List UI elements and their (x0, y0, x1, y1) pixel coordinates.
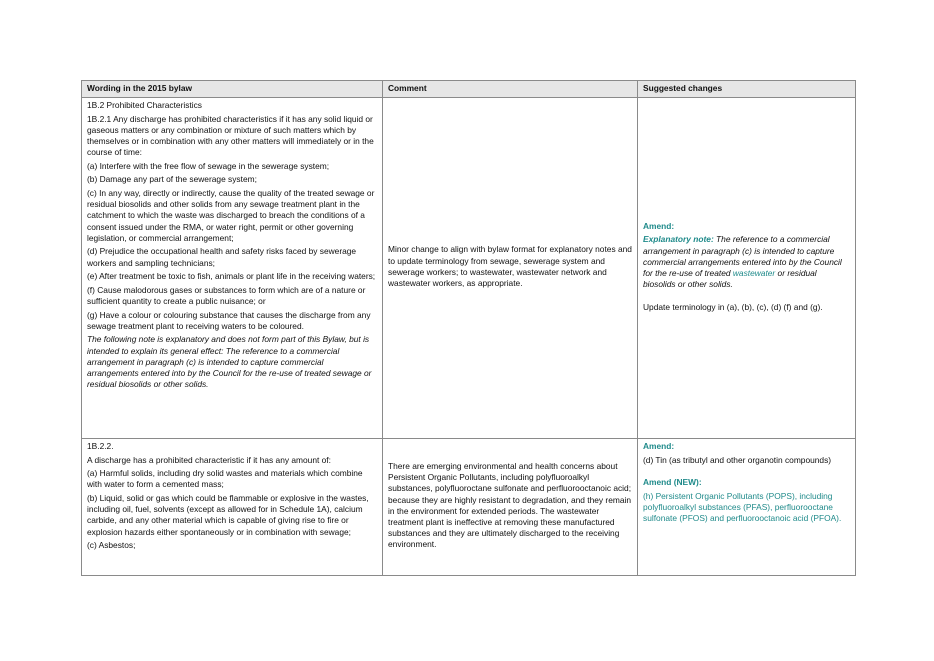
list-item: (f) Cause malodorous gases or substances to form which are of a nature or sufficient quantity to create a public nuisance; or (87, 284, 366, 306)
list-item: (c) Asbestos; (87, 540, 136, 551)
document-page (81, 80, 855, 576)
section-intro: 1B.2.1 Any discharge has prohibited characteristics if it has any solid liquid or gaseous matters or any combination or mixture of such matters which by themselves or in combination with any other matters will immediately or in the course of time: (87, 113, 374, 158)
table-row (82, 98, 856, 439)
row2-wording-cell (82, 439, 383, 576)
amend-new-text: (h) Persistent Organic Pollutants (POPS), including polyfluoroalkyl substances (PFAS), perfluorooctane sulfonate (PFOS) and perfluorooctanoic acid (PFOA). (643, 490, 842, 524)
list-item: (a) Harmful solids, including dry solid wastes and materials which combine with water to form a cemented mass; (87, 468, 363, 490)
section-title: 1B.2.2. (87, 441, 114, 451)
table-row (82, 439, 856, 576)
amend-new-label: Amend (NEW): (643, 477, 702, 488)
row2-suggested-cell (638, 439, 856, 576)
row1-suggested-cell (638, 98, 856, 439)
comment-text: Minor change to align with bylaw format for explanatory notes and to update terminology from sewage, sewerage system and sewerage workers; to wastewater, wastewater network and wastewater workers, as appropriate. (388, 244, 632, 288)
suggested-explanatory-note (643, 234, 850, 290)
table-header-row (82, 81, 856, 98)
explanatory-note: The following note is explanatory and does not form part of this Bylaw, but is intended to explain its general effect: The reference to a commercial arrangement in paragraph (c) is intended to capture commercial arrangements entered into by the Council for the re-use of treated sewage or residual biosolids or other solids. (87, 334, 372, 390)
row1-wording-cell (82, 98, 383, 439)
terminology-update: Update terminology in (a), (b), (c), (d) (f) and (g). (643, 301, 823, 312)
list-item: (g) Have a colour or colouring substance that causes the discharge from any sewage treatment plant to receiving waters to be coloured. (87, 309, 371, 331)
section-title: 1B.2 Prohibited Characteristics (87, 100, 202, 110)
list-item: (d) Prejudice the occupational health and safety risks faced by sewerage workers and sampling technicians; (87, 246, 357, 268)
list-item: (a) Interfere with the free flow of sewage in the sewerage system; (87, 160, 330, 171)
bylaw-comparison-table (81, 80, 856, 576)
list-item: (e) After treatment be toxic to fish, animals or plant life in the receiving waters; (87, 271, 376, 282)
header-comment: Comment (383, 81, 638, 98)
explanatory-note-label: Explanatory note: (643, 234, 714, 245)
amend-text: (d) Tin (as tributyl and other organotin compounds) (643, 454, 832, 465)
amend-label: Amend: (643, 220, 675, 231)
comment-text: There are emerging environmental and health concerns about Persistent Organic Pollutants, including polyfluoroalkyl substances, polyfluoroctane sulfonate and perfluorooctanoic acid; because they are highly resistant to degradation, and they remain in the environment for extended periods. The wastewater treatment plant is ineffective at removing these manufactured substances and they are ultimately discharged to the receiving environment. (388, 460, 632, 550)
row2-comment-cell (383, 439, 638, 576)
list-item: (b) Liquid, solid or gas which could be flammable or explosive in the wastes, including oil, fuel, solvents (except as allowed for in Schedule 1A), calcium carbide, and any other material which is capable of giving rise to fire or explosion hazards either spontaneously or in combination with sewage; (87, 492, 369, 537)
list-item: (c) In any way, directly or indirectly, cause the quality of the treated sewage or residual biosolids and other solids from any sewage treatment plant in the catchment to which the waste was discharged to breach the conditions of a consent issued under the RMA, or water right, permit or other governing legislation, or commercial arrangement; (87, 187, 375, 243)
note-highlight: wastewater (732, 267, 776, 278)
note-text-after: or residual biosolids or other solids. (643, 267, 817, 290)
row1-comment-cell (383, 98, 638, 439)
section-intro: A discharge has a prohibited characteristic if it has any amount of: (87, 454, 331, 465)
list-item: (b) Damage any part of the sewerage system; (87, 174, 257, 185)
amend-label: Amend: (643, 441, 675, 451)
note-text-before: The reference to a commercial arrangement in paragraph (c) is intended to capture commercial arrangements entered into by the Council for the re-use of treated (643, 234, 842, 278)
header-wording: Wording in the 2015 bylaw (82, 81, 383, 98)
header-suggested-changes: Suggested changes (638, 81, 856, 98)
